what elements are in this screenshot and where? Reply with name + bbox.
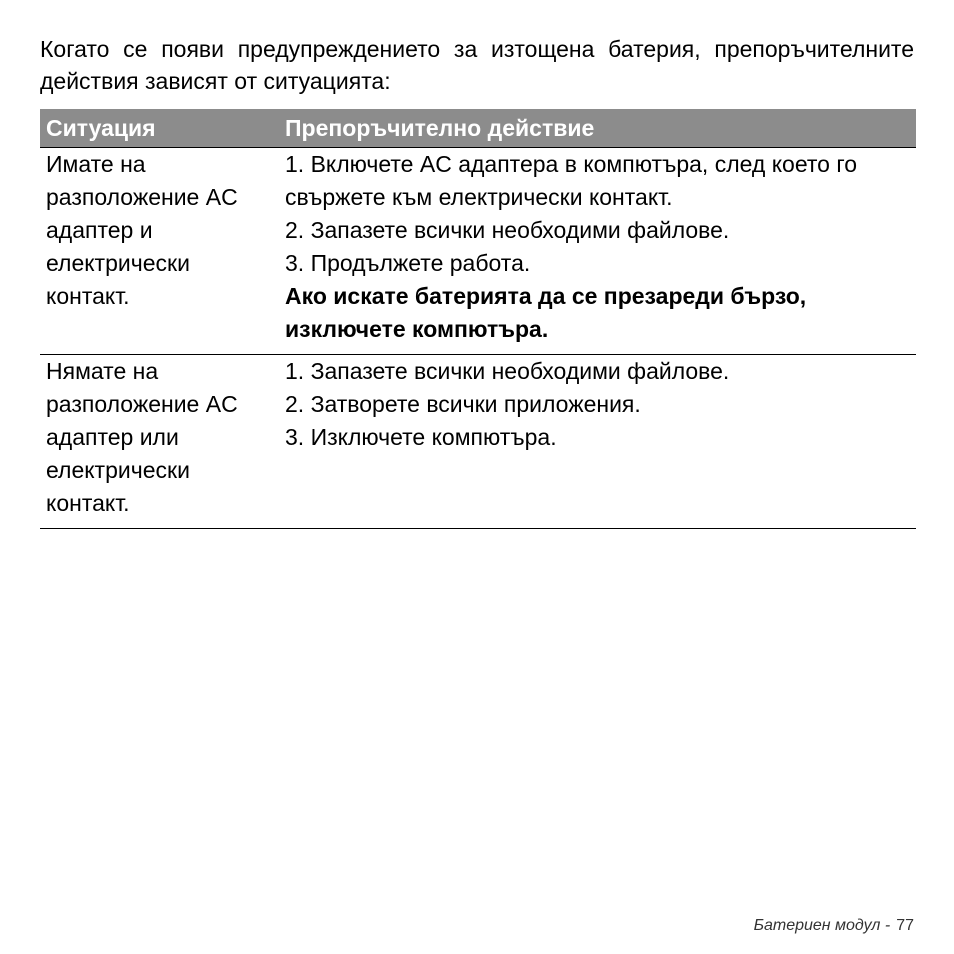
action-step: 2. Затворете всички приложения. (285, 391, 641, 417)
page-number: 77 (896, 917, 914, 934)
situation-cell (40, 148, 279, 355)
column-header-situation: Ситуация (40, 109, 279, 148)
action-cell (279, 355, 916, 529)
page-footer (754, 917, 914, 935)
table-row (40, 148, 916, 355)
action-step: 3. Изключете компютъра. (285, 424, 557, 450)
action-step: 1. Включете AC адаптера в компютъра, след което го свържете към електрически контакт. (285, 151, 858, 210)
footer-section-title: Батериен модул - (753, 917, 891, 934)
action-step: 3. Продължете работа. (285, 250, 531, 276)
column-header-action: Препоръчително действие (279, 109, 916, 148)
situation-text: Нямате на разположение AC адаптер или електрически контакт. (46, 358, 238, 516)
table-header-row (40, 109, 916, 148)
action-step: 1. Запазете всички необходими файлове. (285, 358, 730, 384)
battery-actions-table (40, 109, 916, 529)
situation-cell (40, 355, 279, 529)
intro-paragraph: Когато се появи предупреждението за изтощена батерия, препоръчителните действия зависят от ситуацията: (40, 36, 914, 94)
action-step: 2. Запазете всички необходими файлове. (285, 217, 730, 243)
situation-text: Имате на разположение AC адаптер и електрически контакт. (46, 151, 238, 309)
action-note: Ако искате батерията да се презареди бързо, изключете компютъра. (285, 283, 807, 342)
table-row (40, 355, 916, 529)
action-cell (279, 148, 916, 355)
